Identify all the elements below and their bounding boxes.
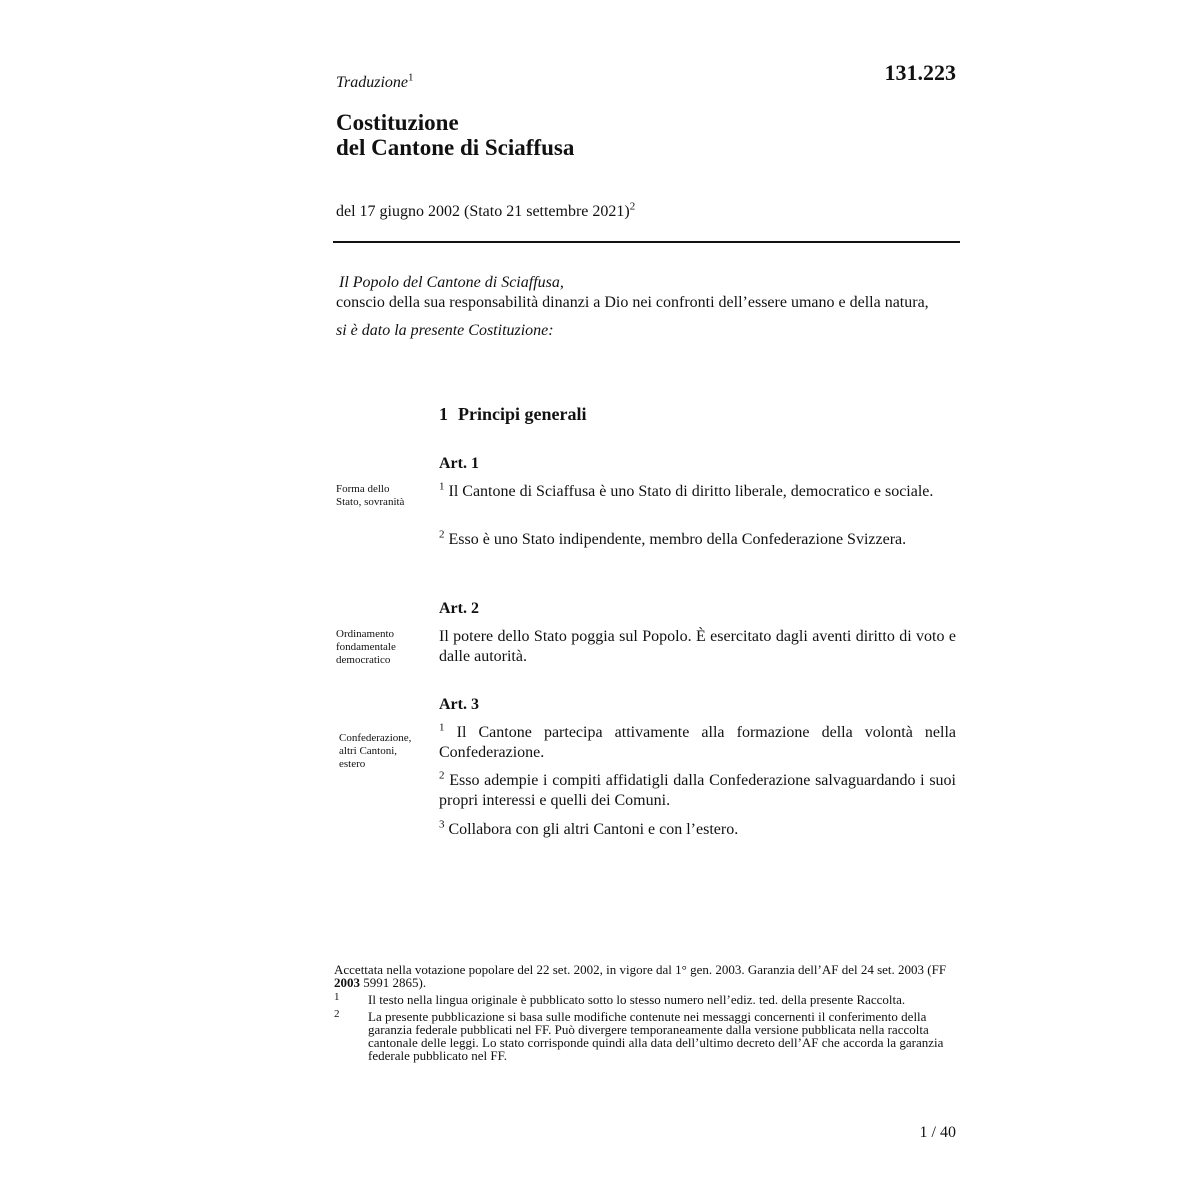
header-divider xyxy=(333,241,960,243)
footnote-1: 1 Il testo nella lingua originale è pubblicato sotto lo stesso numero nell’ediz. ted. della presente Raccolta. xyxy=(334,991,906,1007)
footnote-2: 2 La presente pubblicazione si basa sulle modifiche contenute nei messaggi concernenti il conferimento della garanzia federale pubblicati nel FF. Può divergere temporaneamente dalla versione pubblicata nella raccolta cantonale delle leggi. Lo stato corrisponde quindi alla data dell’ultimo decreto dell’AF che accorda la garanzia federale pubblicato nel FF. xyxy=(334,1008,944,1063)
footnote-ref-1[interactable]: 1 xyxy=(408,71,414,84)
article-1-heading: Art. 1 xyxy=(439,455,479,472)
preamble-people: Il Popolo del Cantone di Sciaffusa, xyxy=(339,274,564,291)
article-1-para-2: $^2$ Esso è uno Stato indipendente, membro della Confederazione Svizzera. xyxy=(439,528,907,548)
document-date: del 17 giugno 2002 (Stato 21 settembre 2021)$^2$ xyxy=(336,200,636,220)
footnotes xyxy=(334,963,956,1066)
article-3-para-3: $^3$ Collabora con gli altri Cantoni e con l’estero. xyxy=(439,818,739,838)
chapter-heading: 1 Principi generali xyxy=(439,404,587,424)
preamble-resolve: si è dato la presente Costituzione: xyxy=(336,322,554,339)
article-2-margin-note: Ordinamento fondamentale democratico xyxy=(336,628,396,666)
page-number: 1 / 40 xyxy=(919,1124,956,1141)
preamble xyxy=(336,273,958,341)
article-1-para-1: $^1$ Il Cantone di Sciaffusa è uno Stato di diritto liberale, democratico e sociale. xyxy=(439,480,934,500)
article-1-margin-note: Forma dello Stato, sovranità xyxy=(336,483,405,508)
translation-label: Traduzione$^1$ xyxy=(336,71,414,91)
document-title xyxy=(336,110,574,160)
footnote-ref-2[interactable]: 2 xyxy=(629,200,636,213)
preamble-conscious: conscio della sua responsabilità dinanzi a Dio nei confronti dell’essere umano e della natura, xyxy=(336,294,929,311)
sr-number: 131.223 xyxy=(884,60,956,85)
article-3-para-2: $^2$ Esso adempie i compiti affidatigli dalla Confederazione salvaguardando i suoi propri interessi e quelli dei Comuni. xyxy=(439,769,957,809)
article-3-margin-note: Confederazione, altri Cantoni, estero xyxy=(339,732,412,770)
article-2-para: Il potere dello Stato poggia sul Popolo. È esercitato dagli aventi diritto di voto e dalle autorità. xyxy=(439,628,956,665)
article-2-heading: Art. 2 xyxy=(439,600,479,617)
footnote-intro: Accettata nella votazione popolare del 22 set. 2002, in vigore dal 1° gen. 2003. Garanzia dell’AF del 24 set. 2003 (FF 2003 5991 2865). xyxy=(334,962,947,990)
title-line-2: del Cantone di Sciaffusa xyxy=(336,135,575,160)
title-line-1: Costituzione xyxy=(336,110,459,135)
article-3-heading: Art. 3 xyxy=(439,696,479,713)
article-3-para-1: $^1$ Il Cantone partecipa attivamente alla formazione della volontà nella Confederazione. xyxy=(439,721,957,761)
